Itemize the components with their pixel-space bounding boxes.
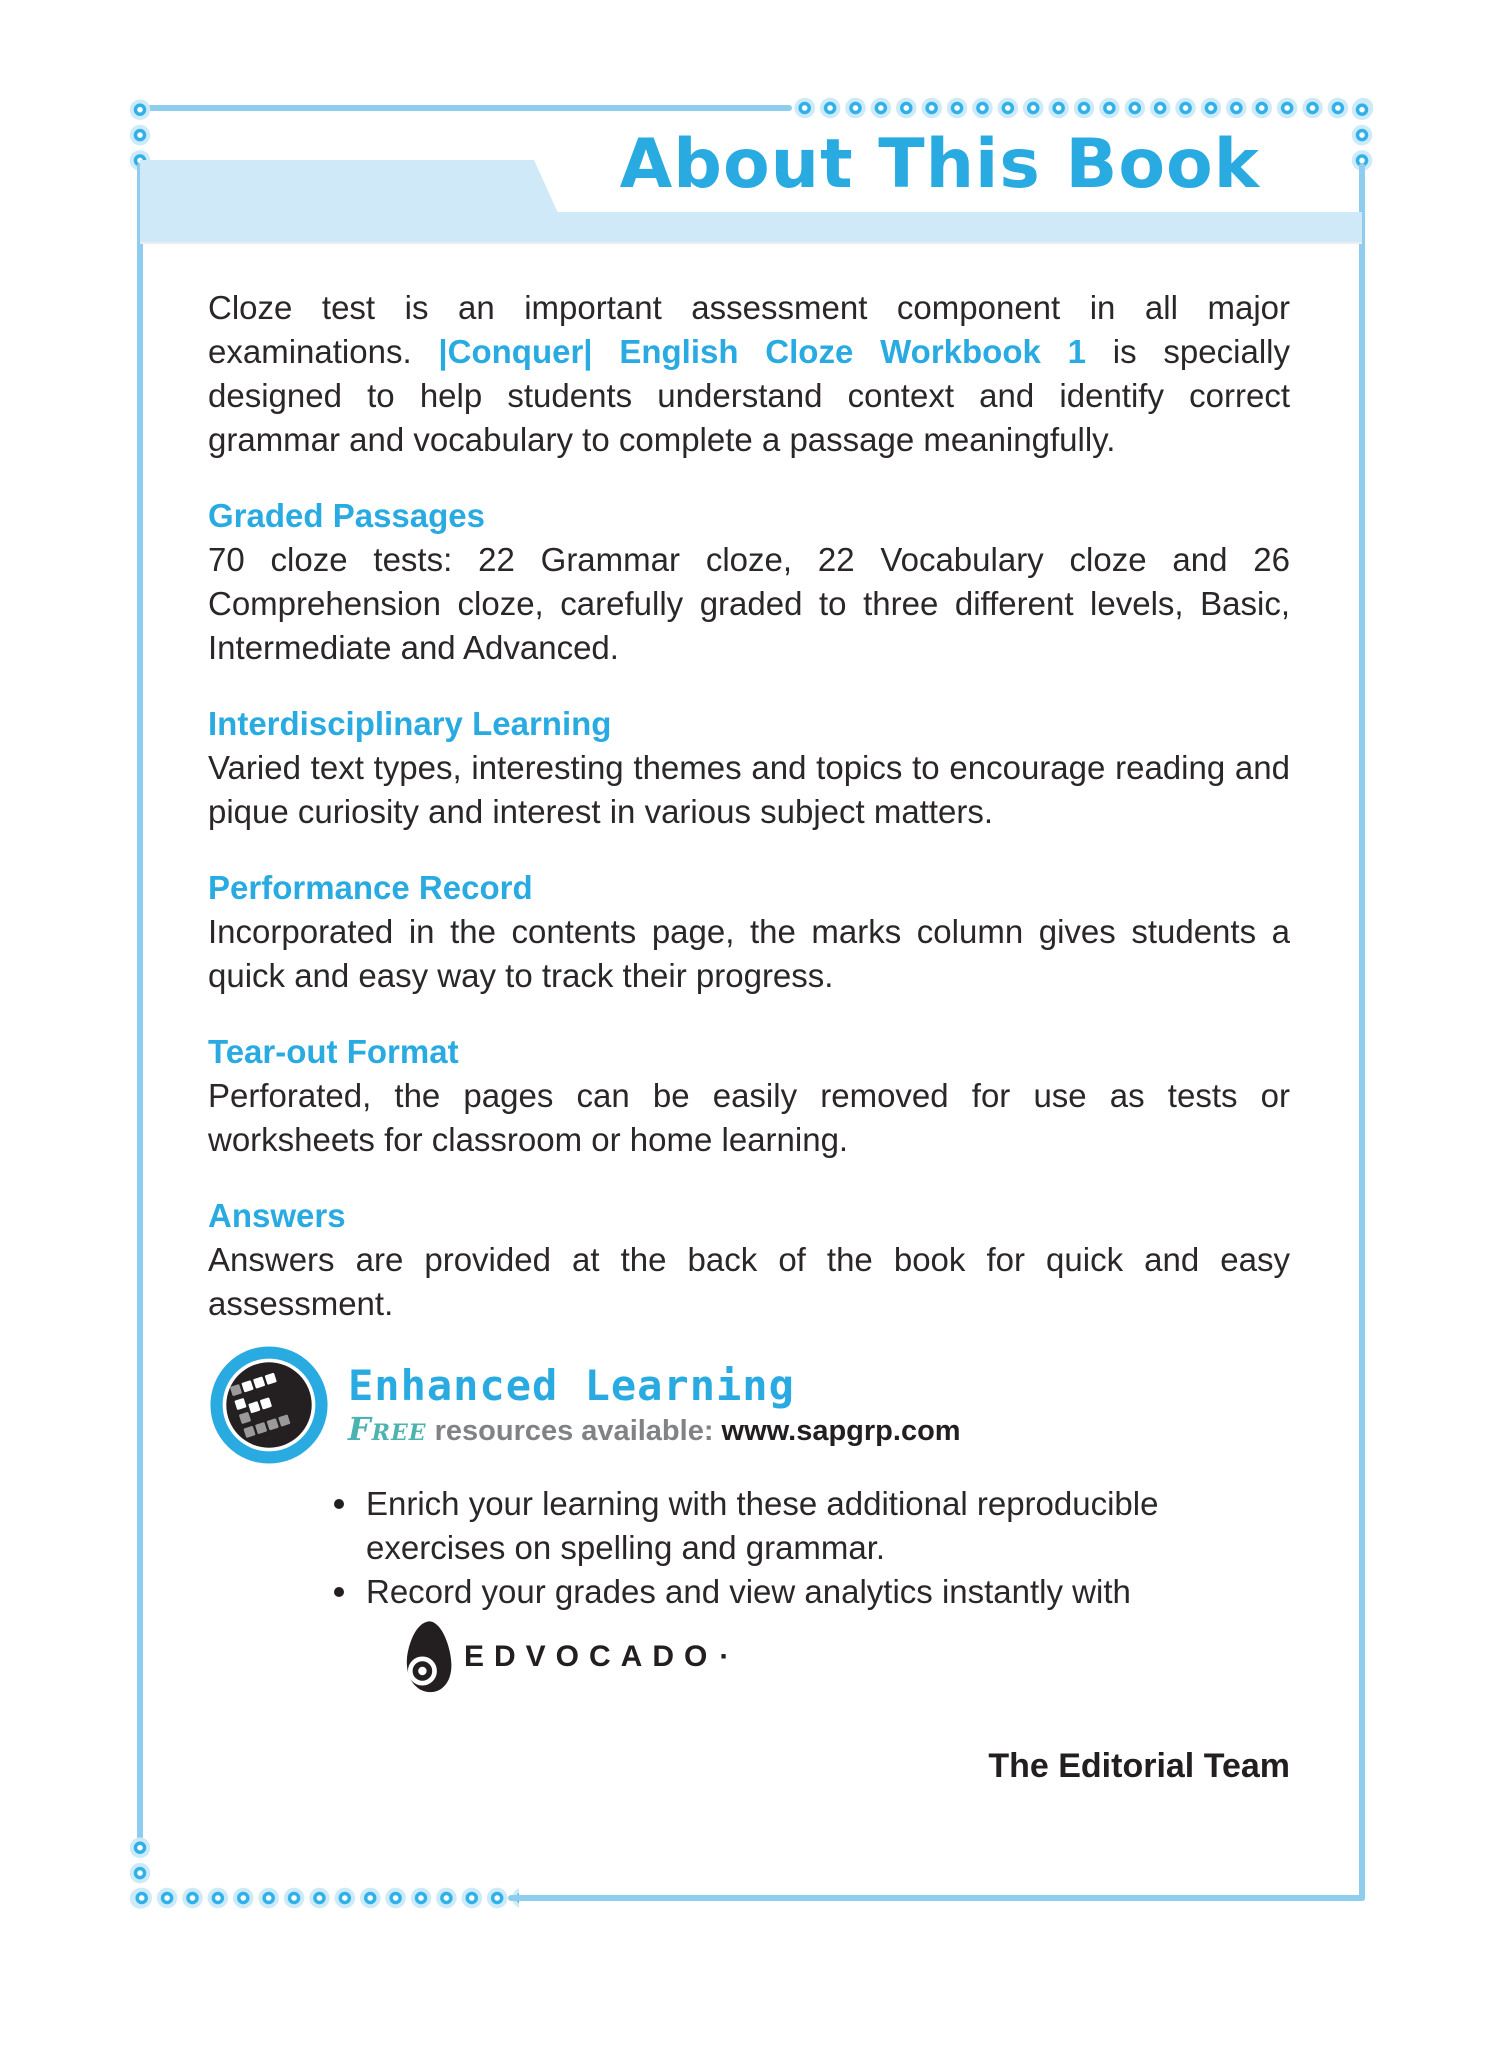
enhanced-learning-text	[348, 1361, 961, 1449]
bullet-text: Record your grades and view analytics instantly with	[366, 1573, 1131, 1610]
border-line-right	[1359, 163, 1365, 1901]
section-body: Answers are provided at the back of the book for quick and easy assessment.	[208, 1241, 1290, 1322]
page-content	[208, 286, 1290, 1788]
section-performance-record	[208, 866, 1290, 998]
list-item	[328, 1482, 1290, 1570]
section-heading: Interdisciplinary Learning	[208, 705, 612, 742]
enhanced-learning-title: Enhanced Learning	[348, 1361, 795, 1410]
editorial-team-signoff: The Editorial Team	[988, 1747, 1290, 1785]
page-frame	[140, 108, 1362, 1898]
free-label: Free	[348, 1410, 427, 1448]
resources-label: resources available:	[426, 1415, 722, 1447]
section-heading: Graded Passages	[208, 497, 485, 534]
intro-text-post: is specially designed to help students understand context and identify correct grammar and vocabulary to complete a passage meaningfully.	[208, 333, 1290, 458]
section-heading: Answers	[208, 1197, 346, 1234]
enhanced-learning-icon	[208, 1344, 330, 1466]
border-dots-bottom	[129, 1887, 519, 1909]
section-body: Perforated, the pages can be easily removed for use as tests or worksheets for classroom or home learning.	[208, 1077, 1290, 1158]
border-dots-left-top	[129, 97, 151, 171]
border-line-bottom	[508, 1895, 1365, 1901]
section-graded-passages	[208, 494, 1290, 670]
edvocado-logo	[400, 1618, 1290, 1696]
border-line-top	[140, 105, 792, 111]
intro-text-pre: Cloze test is an important assessment component in all major examinations.	[208, 289, 1290, 370]
header-band	[140, 212, 1362, 244]
edvocado-trademark-dot: ·	[719, 1640, 730, 1673]
bullet-icon	[334, 1587, 344, 1597]
avocado-icon	[400, 1619, 456, 1695]
book-title-highlight: |Conquer| English Cloze Workbook 1	[438, 333, 1086, 370]
section-body: Varied text types, interesting themes and topics to encourage reading and pique curiosity and interest in various subject matters.	[208, 749, 1290, 830]
section-body: 70 cloze tests: 22 Grammar cloze, 22 Vocabulary cloze and 26 Comprehension cloze, carefully graded to three different levels, Basic, Intermediate and Advanced.	[208, 541, 1290, 666]
page-title: About This Book	[619, 125, 1260, 204]
border-line-left	[137, 163, 143, 1848]
section-tear-out-format	[208, 1030, 1290, 1162]
bullet-text: Enrich your learning with these additional reproducible exercises on spelling and grammar.	[366, 1485, 1159, 1566]
website-url: www.sapgrp.com	[721, 1415, 961, 1447]
border-dots-top	[792, 97, 1373, 119]
edvocado-wordmark: EDVOCADO	[464, 1640, 718, 1673]
section-interdisciplinary-learning	[208, 702, 1290, 834]
section-body: Incorporated in the contents page, the marks column gives students a quick and easy way to track their progress.	[208, 913, 1290, 994]
bullet-icon	[334, 1499, 344, 1509]
section-heading: Performance Record	[208, 869, 533, 906]
section-answers	[208, 1194, 1290, 1326]
enhanced-learning-subtitle	[348, 1411, 961, 1449]
feature-bullet-list	[208, 1482, 1290, 1696]
intro-paragraph	[208, 286, 1290, 462]
border-dots-right-top	[1351, 97, 1373, 171]
enhanced-learning-block	[208, 1344, 1290, 1466]
header-tab	[140, 160, 558, 213]
list-item	[328, 1570, 1290, 1696]
section-heading: Tear-out Format	[208, 1033, 459, 1070]
